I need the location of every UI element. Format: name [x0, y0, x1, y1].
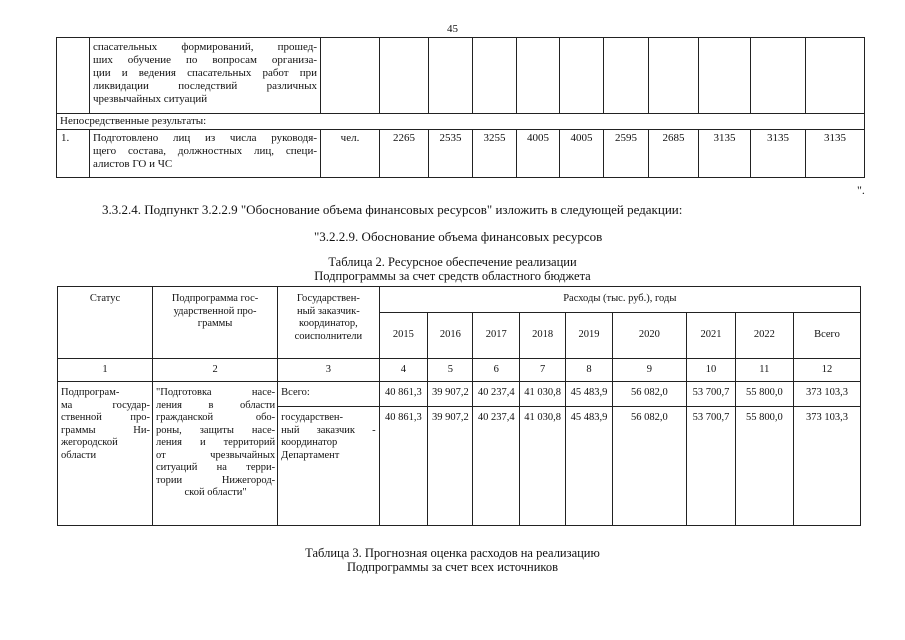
unit-cell: чел.: [321, 130, 380, 178]
table3-caption-line2: Подпрограммы за счет всех источников: [346, 560, 559, 574]
header-year: 2018: [519, 313, 565, 359]
header-year: 2017: [473, 313, 519, 359]
value-cell: 55 800,0: [735, 407, 793, 526]
table-cell: [473, 38, 517, 114]
description-line: ших обучение по вопросам организа-: [93, 54, 317, 66]
column-number: 3: [278, 359, 379, 382]
page-number: 45: [447, 23, 458, 35]
subprogram-line: от чрезвычайных: [155, 449, 276, 461]
paragraph-amendment: 3.3.2.4. Подпункт 3.2.2.9 "Обоснование объема финансовых ресурсов" изложить в следующей редакции:: [102, 202, 683, 217]
continued-description-cell: [90, 38, 321, 114]
status-line: жегородской: [61, 437, 118, 448]
value-cell: 41 030,8: [519, 382, 565, 407]
value-cell: 53 700,7: [687, 407, 736, 526]
status-line: ственной про-: [61, 412, 150, 423]
subprogram-name-cell: [152, 382, 277, 526]
column-number: 4: [379, 359, 428, 382]
status-line: области: [61, 449, 97, 461]
column-number: 6: [473, 359, 519, 382]
coordinator-line: Департамент: [281, 449, 340, 461]
value-cell: 39 907,2: [428, 407, 473, 526]
status-line: ма государ-: [61, 399, 150, 411]
column-number: 9: [612, 359, 686, 382]
table-cell: [604, 38, 649, 114]
value-cell: 56 082,0: [612, 407, 686, 526]
value-cell: 2595: [604, 130, 649, 178]
row-number: 1.: [57, 130, 90, 178]
value-cell: 40 861,3: [379, 382, 428, 407]
header-expenses: Расходы (тыс. руб.), годы: [379, 287, 860, 313]
status-line: граммы Ни-: [61, 424, 150, 436]
resource-table: [57, 286, 861, 526]
header-year: 2022: [735, 313, 793, 359]
table-cell: [321, 38, 380, 114]
subprogram-line: ситуаций на терри-: [155, 462, 276, 473]
header-line: ный заказчик-: [296, 305, 360, 317]
table-row: [58, 359, 861, 382]
row-description-cell: [90, 130, 321, 178]
table-cell: [560, 38, 604, 114]
closing-quote: ".: [857, 183, 865, 197]
table-cell: [517, 38, 560, 114]
description-line: ции и ведения спасательных работ при: [93, 67, 317, 79]
table-row: [57, 130, 865, 178]
subprogram-line: тории Нижегород-: [155, 474, 276, 486]
header-year: 2015: [379, 313, 428, 359]
table-cell: [429, 38, 473, 114]
value-cell: 45 483,9: [566, 407, 612, 526]
description-line: Подготовлено лиц из числа руководя-: [93, 132, 317, 144]
table-cell: [380, 38, 429, 114]
header-line: Государствен-: [296, 293, 360, 304]
value-cell: 40 237,4: [473, 407, 519, 526]
value-cell: 53 700,7: [687, 382, 736, 407]
column-number: 1: [58, 359, 153, 382]
header-status: Статус: [58, 287, 153, 359]
description-line: ликвидации последствий различных: [93, 80, 317, 92]
column-number: 11: [735, 359, 793, 382]
value-cell: 3255: [473, 130, 517, 178]
header-line: Подпрограмма гос-: [171, 293, 259, 304]
table-row: [58, 382, 861, 407]
value-cell: 3135: [699, 130, 751, 178]
header-total: Всего: [793, 313, 860, 359]
header-line: ударственной про-: [173, 305, 257, 317]
header-year: 2020: [612, 313, 686, 359]
value-cell: 56 082,0: [612, 382, 686, 407]
value-cell: 373 103,3: [793, 382, 860, 407]
subprogram-line: ления в области: [155, 399, 276, 411]
table-row: [58, 287, 861, 313]
table2-caption-line2: Подпрограммы за счет средств областного бюджета: [314, 269, 591, 283]
description-line: алистов ГО и ЧС: [93, 158, 173, 170]
column-number: 10: [687, 359, 736, 382]
table-row: [57, 38, 865, 114]
header-line: координатор,: [299, 318, 358, 329]
header-line: граммы: [197, 318, 233, 329]
subprogram-line: гражданской обо-: [155, 412, 276, 423]
header-year: 2021: [687, 313, 736, 359]
value-cell: 373 103,3: [793, 407, 860, 526]
subprogram-line: роны, защиты насе-: [155, 424, 276, 436]
value-cell: 4005: [517, 130, 560, 178]
value-cell: 3135: [806, 130, 865, 178]
value-cell: 3135: [751, 130, 806, 178]
subprogram-line: ской области": [184, 487, 247, 498]
coordinator-cell: [278, 407, 379, 526]
coordinator-line: ный заказчик -: [281, 424, 376, 436]
header-coordinator: [278, 287, 379, 359]
description-line: спасательных формирований, прошед-: [93, 41, 317, 53]
column-number: 12: [793, 359, 860, 382]
value-cell: 40 861,3: [379, 407, 428, 526]
status-cell: [58, 382, 153, 526]
header-year: 2019: [566, 313, 612, 359]
value-cell: 40 237,4: [473, 382, 519, 407]
coordinator-line: государствен-: [281, 412, 343, 423]
coordinator-line: координатор: [281, 437, 338, 448]
description-line: чрезвычайных ситуаций: [93, 93, 208, 105]
value-cell: 39 907,2: [428, 382, 473, 407]
table-cell: [649, 38, 699, 114]
value-cell: 2535: [429, 130, 473, 178]
value-cell: 4005: [560, 130, 604, 178]
table-cell: [806, 38, 865, 114]
value-cell: 55 800,0: [735, 382, 793, 407]
column-number: 5: [428, 359, 473, 382]
column-number: 2: [152, 359, 277, 382]
column-number: 8: [566, 359, 612, 382]
direct-results-label: Непосредственные результаты:: [57, 114, 865, 130]
table-cell: [57, 38, 90, 114]
header-line: соисполнители: [294, 330, 363, 342]
value-cell: 2265: [380, 130, 429, 178]
table2-caption-line1: Таблица 2. Ресурсное обеспечение реализации: [328, 255, 577, 269]
table3-caption-line1: Таблица 3. Прогнозная оценка расходов на реализацию: [305, 546, 600, 560]
description-line: щего состава, должностных лиц, специ-: [93, 145, 317, 157]
status-line: Подпрограм-: [61, 387, 120, 398]
header-subprogram: [152, 287, 277, 359]
header-year: 2016: [428, 313, 473, 359]
value-cell: 2685: [649, 130, 699, 178]
paragraph-subsection-title: "3.2.2.9. Обоснование объема финансовых ресурсов: [314, 229, 603, 244]
value-cell: 45 483,9: [566, 382, 612, 407]
total-label: Всего:: [278, 382, 379, 407]
table-cell: [751, 38, 806, 114]
indicators-table: [56, 37, 865, 178]
table-cell: [699, 38, 751, 114]
table-row: [57, 114, 865, 130]
subprogram-line: "Подготовка насе-: [155, 387, 276, 398]
value-cell: 41 030,8: [519, 407, 565, 526]
subprogram-line: ления и территорий: [155, 437, 276, 448]
column-number: 7: [519, 359, 565, 382]
